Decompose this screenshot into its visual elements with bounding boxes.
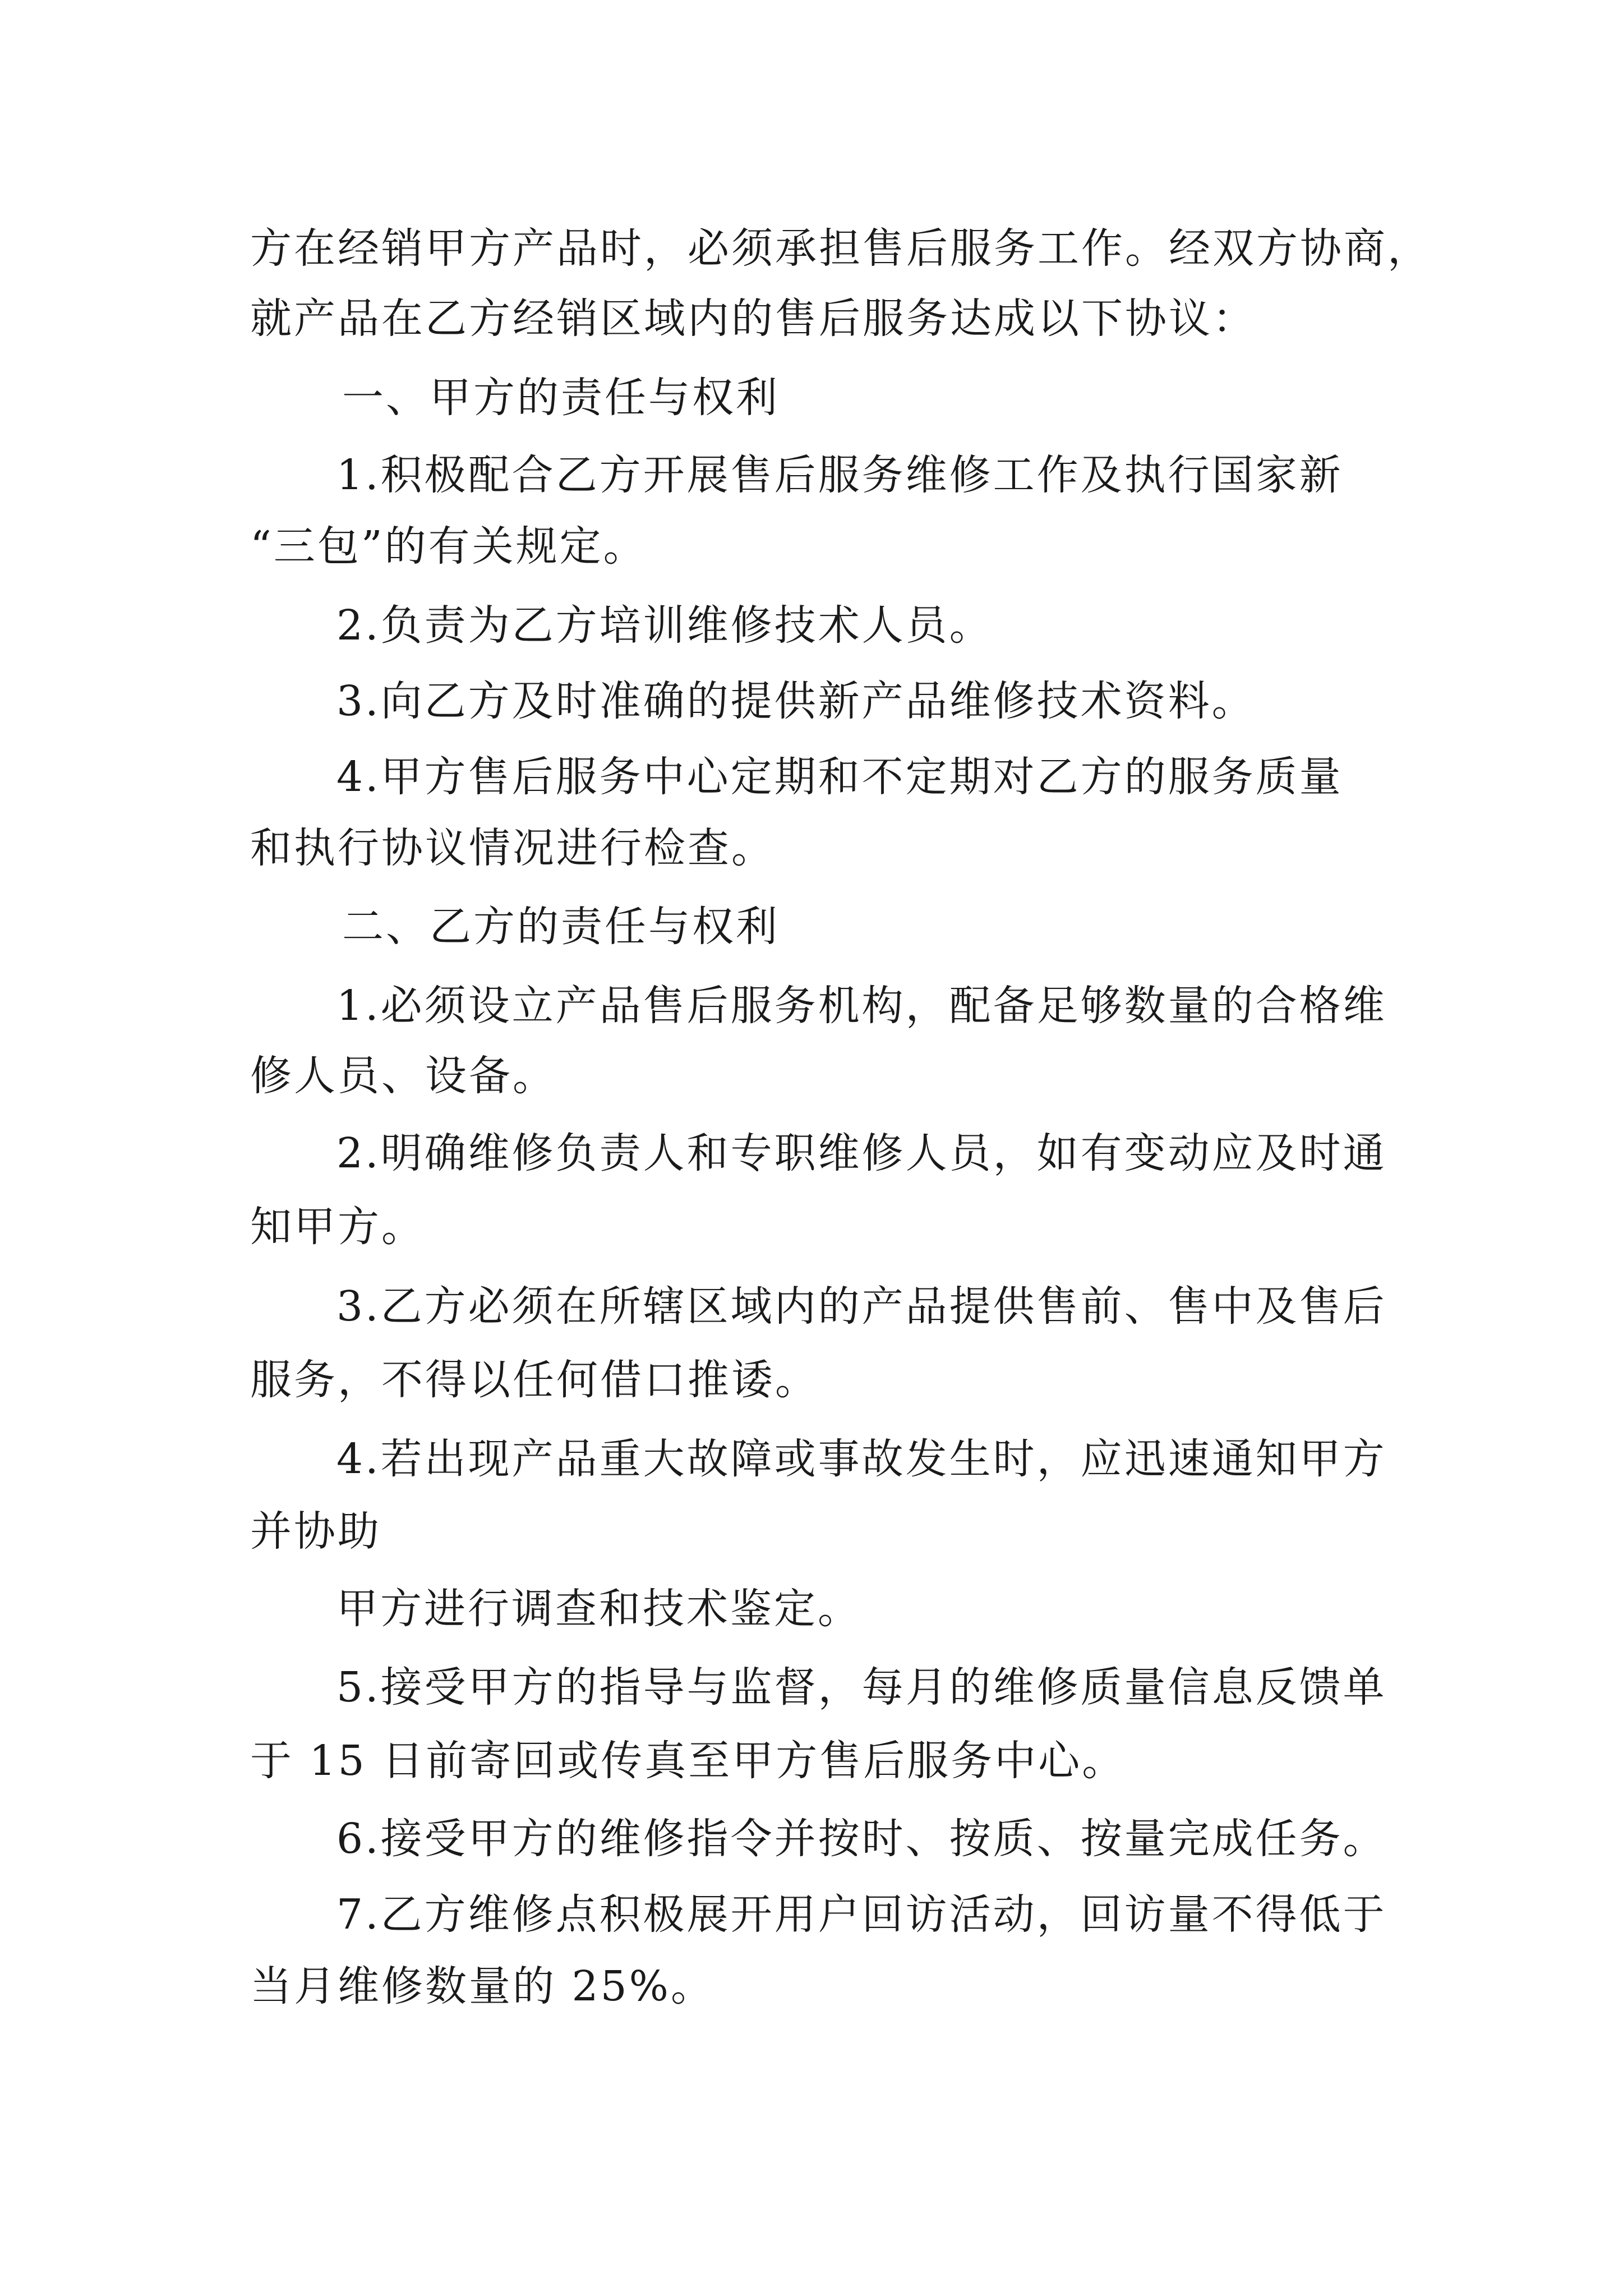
body-line: 知甲方。: [250, 1203, 425, 1251]
list-item: 6.接受甲方的维修指令并按时、按质、按量完成任务。: [336, 1815, 1387, 1863]
list-item: 4.若出现产品重大故障或事故发生时，应迅速通知甲方: [336, 1435, 1387, 1483]
list-item: 1.积极配合乙方开展售后服务维修工作及执行国家新: [336, 451, 1343, 499]
list-item: 2.负责为乙方培训维修技术人员。: [336, 601, 993, 650]
body-line: 就产品在乙方经销区域内的售后服务达成以下协议：: [250, 295, 1256, 343]
list-item: 2.明确维修负责人和专职维修人员，如有变动应及时通: [336, 1129, 1387, 1177]
body-line: 当月维修数量的 25%。: [250, 1962, 714, 2010]
list-item: 3.向乙方及时准确的提供新产品维修技术资料。: [336, 677, 1256, 725]
list-item: 1.必须设立产品售后服务机构，配备足够数量的合格维: [336, 982, 1387, 1030]
body-line: 于 15 日前寄回或传真至甲方售后服务中心。: [250, 1737, 1126, 1785]
list-item: 4.甲方售后服务中心定期和不定期对乙方的服务质量: [336, 753, 1343, 801]
body-line: 方在经销甲方产品时，必须承担售后服务工作。经双方协商，: [250, 224, 1431, 273]
body-line: 服务，不得以任何借口推诿。: [250, 1356, 819, 1404]
body-line: 甲方进行调查和技术鉴定。: [336, 1585, 861, 1633]
body-line: “三包”的有关规定。: [250, 522, 647, 570]
body-line: 并协助: [250, 1507, 381, 1556]
body-line: 修人员、设备。: [250, 1052, 556, 1100]
section-heading: 一、甲方的责任与权利: [342, 374, 780, 422]
list-item: 3.乙方必须在所辖区域内的产品提供售前、售中及售后: [336, 1282, 1387, 1331]
body-line: 和执行协议情况进行检查。: [250, 824, 775, 872]
list-item: 5.接受甲方的指导与监督，每月的维修质量信息反馈单: [336, 1663, 1387, 1711]
list-item: 7.乙方维修点积极展开用户回访活动，回访量不得低于: [336, 1890, 1387, 1939]
section-heading: 二、乙方的责任与权利: [342, 903, 780, 951]
